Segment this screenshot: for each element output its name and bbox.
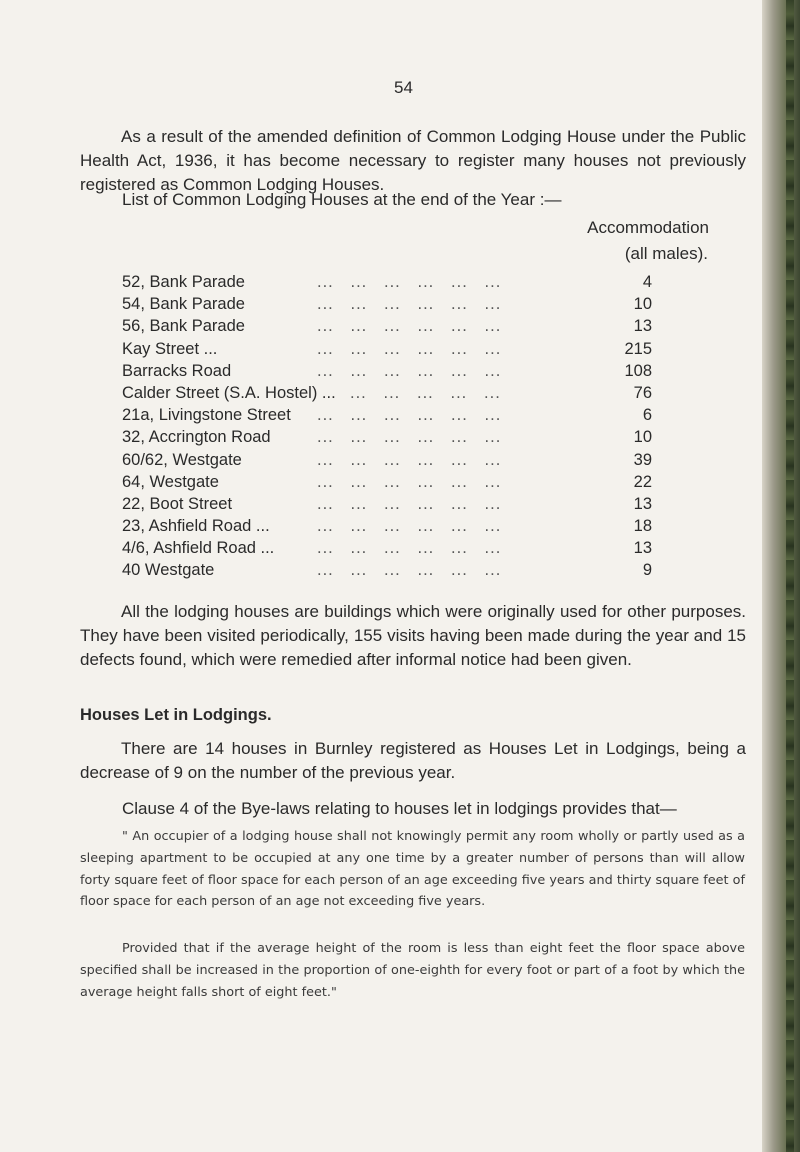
lodging-house-accommodation: 4 xyxy=(642,273,652,291)
lodging-house-address: 21a, Livingstone Street xyxy=(122,406,291,425)
lodging-house-accommodation: 13 xyxy=(633,494,652,513)
leader-dots: ... ... ... ... ... ... xyxy=(317,472,502,491)
page-number: 54 xyxy=(394,78,413,97)
lodging-house-accommodation: 10 xyxy=(633,295,652,314)
lodging-house-row xyxy=(122,293,652,315)
lodging-house-row xyxy=(122,493,652,515)
lodging-house-accommodation: 76 xyxy=(633,383,652,402)
lodging-house-row xyxy=(122,271,652,293)
leader-dots: ... ... ... ... ... ... xyxy=(317,517,502,536)
lodging-house-address: 60/62, Westgate xyxy=(122,450,242,469)
lodging-house-row xyxy=(122,471,652,493)
lodging-house-row xyxy=(122,382,652,404)
visits-paragraph: All the lodging houses are buildings which were originally used for other purposes. They have been visited periodically, 155 visits having been made during the year and 15 defects found, which were remedied after informal notice had been given. xyxy=(80,602,746,669)
accommodation-column-subheader: (all males). xyxy=(624,244,708,263)
page-binding-shadow xyxy=(786,0,794,1152)
lodging-house-accommodation: 13 xyxy=(633,317,652,336)
lodging-house-accommodation: 108 xyxy=(624,361,652,380)
lodging-house-address: 56, Bank Parade xyxy=(122,317,245,336)
lodging-house-accommodation: 9 xyxy=(642,561,652,580)
leader-dots: ... ... ... ... ... ... xyxy=(317,339,502,358)
lodging-house-row xyxy=(122,515,652,537)
lodging-house-address: Kay Street ... xyxy=(122,339,218,358)
lodging-house-address: 40 Westgate xyxy=(122,561,215,580)
leader-dots: ... ... ... ... ... ... xyxy=(317,317,502,336)
houses-let-paragraph: There are 14 houses in Burnley registered as Houses Let in Lodgings, being a decrease of 9 on the number of the previous year. xyxy=(80,739,746,782)
lodging-house-accommodation: 39 xyxy=(633,450,652,469)
lodging-house-accommodation: 10 xyxy=(633,428,652,447)
leader-dots: ... ... ... ... ... xyxy=(350,383,501,402)
lodging-house-list xyxy=(122,271,652,582)
lodging-house-row xyxy=(122,315,652,337)
lodging-house-address: 52, Bank Parade xyxy=(122,273,245,291)
leader-dots: ... ... ... ... ... ... xyxy=(317,494,502,513)
lodging-house-address: Barracks Road xyxy=(122,361,232,380)
lodging-house-address: 54, Bank Parade xyxy=(122,295,245,314)
lodging-house-row xyxy=(122,404,652,426)
leader-dots: ... ... ... ... ... ... xyxy=(317,406,502,425)
section-heading-houses-let: Houses Let in Lodgings. xyxy=(80,706,272,724)
lodging-house-accommodation: 6 xyxy=(642,406,652,425)
leader-dots: ... ... ... ... ... ... xyxy=(317,539,502,558)
leader-dots: ... ... ... ... ... ... xyxy=(317,295,502,314)
lodging-house-row xyxy=(122,449,652,471)
lodging-house-row xyxy=(122,559,652,581)
lodging-house-row xyxy=(122,338,652,360)
lodging-house-address: 32, Accrington Road xyxy=(122,428,271,447)
lodging-house-row xyxy=(122,360,652,382)
leader-dots: ... ... ... ... ... ... xyxy=(317,273,502,291)
lodging-house-accommodation: 18 xyxy=(633,517,652,536)
lodging-house-accommodation: 215 xyxy=(624,339,652,358)
accommodation-column-header: Accommodation xyxy=(587,218,709,237)
leader-dots: ... ... ... ... ... ... xyxy=(317,361,502,380)
clause-intro: Clause 4 of the Bye-laws relating to houses let in lodgings provides that— xyxy=(122,799,677,818)
lodging-house-accommodation: 13 xyxy=(633,539,652,558)
leader-dots: ... ... ... ... ... ... xyxy=(317,561,502,580)
lodging-house-row xyxy=(122,537,652,559)
lodging-house-address: 22, Boot Street xyxy=(122,494,233,513)
lodging-house-address: 4/6, Ashfield Road ... xyxy=(122,539,275,558)
list-heading: List of Common Lodging Houses at the end of the Year :— xyxy=(122,190,562,209)
intro-paragraph: As a result of the amended definition of Common Lodging House under the Public Health Act, 1936, it has become necessary to register many houses not previously registered as Common Lodging Houses. xyxy=(80,127,746,194)
leader-dots: ... ... ... ... ... ... xyxy=(317,428,502,447)
lodging-house-accommodation: 22 xyxy=(633,472,652,491)
bye-law-quote: " An occupier of a lodging house shall not knowingly permit any room wholly or partly used as a sleeping apartment to be occupied at any one time by a greater number of persons than will allow forty square feet of floor space for each person of an age exceeding five years and thirty square feet of floor space for each person of an age not exceeding five years. xyxy=(80,829,745,910)
lodging-house-address: Calder Street (S.A. Hostel) ... xyxy=(122,383,336,402)
lodging-house-address: 64, Westgate xyxy=(122,472,219,491)
leader-dots: ... ... ... ... ... ... xyxy=(317,450,502,469)
bye-law-proviso: Provided that if the average height of the room is less than eight feet the floor space above specified shall be increased in the proportion of one-eighth for every foot or part of a foot by which the average height falls short of eight feet." xyxy=(80,941,745,1000)
lodging-house-address: 23, Ashfield Road ... xyxy=(122,517,270,536)
lodging-house-row xyxy=(122,426,652,448)
page-binding-edge xyxy=(762,0,800,1152)
